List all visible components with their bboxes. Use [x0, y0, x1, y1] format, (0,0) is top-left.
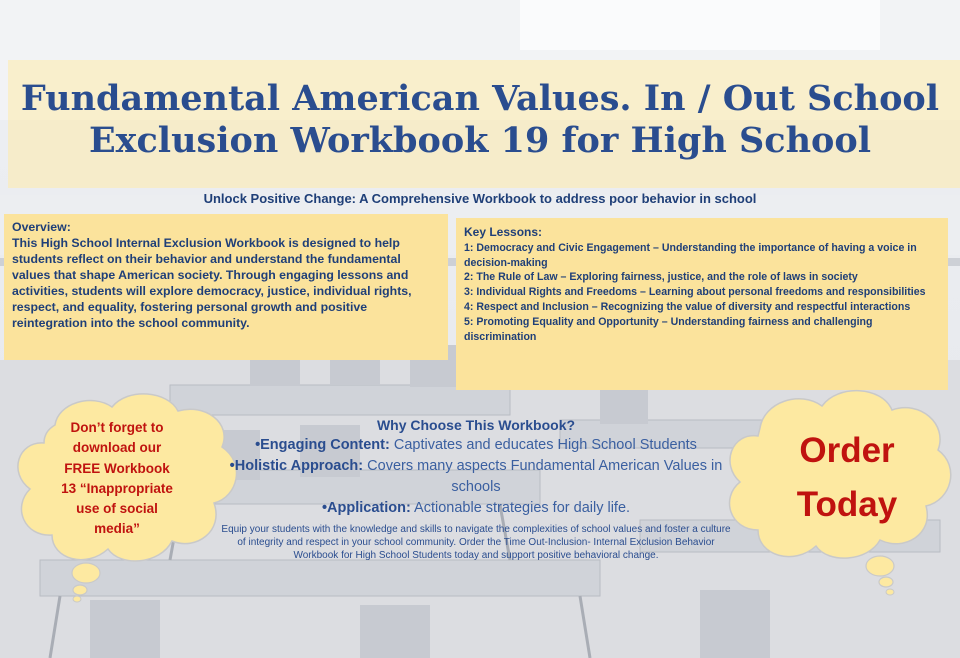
order-line: Order	[799, 431, 895, 470]
title-line-2: Exclusion Workbook 19 for High School	[88, 120, 872, 162]
subtitle: Unlock Positive Change: A Comprehensive Workbook to address poor behavior in school	[203, 191, 757, 206]
callout-line: Don’t forget to	[70, 420, 164, 435]
benefit-label: •Application:	[321, 500, 411, 517]
callout-line: media”	[94, 521, 140, 537]
callout-line: download our	[72, 440, 162, 456]
key-lessons-panel	[456, 218, 948, 390]
title-line-1: Fundamental American Values. In / Out School	[20, 78, 940, 119]
callout-line: 13 “Inappropriate	[61, 480, 173, 496]
why-heading: Why Choose This Workbook?	[376, 417, 576, 433]
benefit-label: •Engaging Content:	[255, 437, 390, 453]
benefit-text: Captivates and educates High School Students	[389, 437, 697, 453]
callout-line: use of social	[76, 501, 158, 516]
overview-body: This High School Internal Exclusion Workbook is designed to help students reflect on their behavior and understand the fundamental values that shape American society. Through engaging lessons and activities, students will explore democracy, justice, individual rights, respect, and equality, fostering personal growth and positive reintegration into the school community.	[12, 235, 412, 330]
today-line: Today	[796, 485, 898, 525]
benefit-text: Actionable strategies for daily life.	[410, 500, 631, 517]
benefit-label: •Holistic Approach:	[229, 458, 364, 475]
closing-paragraph: Equip your students with the knowledge and skills to navigate the complexities of school values and foster a culture of integrity and respect in your school community. Order the Time Out-Inclusion- Internal Exclusion Behavior Workbook for High School Students today and support positive behavioral change.	[221, 524, 731, 562]
benefit-holistic	[220, 456, 732, 498]
key-lesson-item: 1: Democracy and Civic Engagement – Understanding the importance of having a voice in decision-making	[464, 241, 917, 269]
page-title	[0, 78, 960, 163]
key-lesson-item: 2: The Rule of Law – Exploring fairness, justice, and the role of laws in society	[464, 271, 858, 284]
order-today-callout[interactable]	[752, 424, 942, 533]
overview-heading: Overview:	[12, 220, 71, 234]
benefit-text: Covers many aspects Fundamental American Values in schools	[363, 458, 723, 496]
overview-panel	[4, 214, 448, 360]
key-lesson-item: 3: Individual Rights and Freedoms – Learning about personal freedoms and responsibilities	[464, 286, 926, 299]
why-choose-section	[220, 417, 732, 563]
callout-line: FREE Workbook	[64, 460, 170, 476]
key-lesson-item: 4: Respect and Inclusion – Recognizing the value of diversity and respectful interactions	[464, 301, 911, 314]
key-lessons-heading: Key Lessons:	[464, 225, 543, 239]
benefit-application	[220, 498, 732, 519]
free-workbook-callout	[46, 418, 188, 540]
key-lesson-item: 5: Promoting Equality and Opportunity – Understanding fairness and challenging discrimination	[464, 315, 873, 343]
benefit-engaging	[220, 435, 732, 456]
